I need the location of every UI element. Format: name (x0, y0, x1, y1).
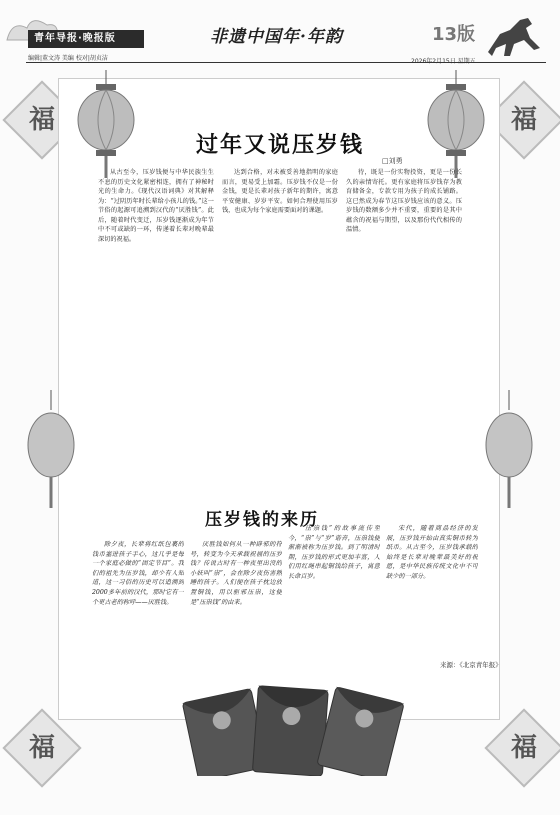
article-source: 来源：《北京青年报》 (440, 661, 502, 669)
fu-diamond-bottom-right: 福 (484, 708, 560, 787)
feature-title: 非遗中国年·年韵 (210, 27, 343, 47)
article1-column-2 (222, 168, 338, 488)
date-line (411, 56, 476, 65)
article2-col2-text: 厌胜钱如何从一种辟邪的符号，转变为今天承载祝福的压岁钱？传说古时有一种夜里出没的小妖叫“祟”，会在除夕夜伤害熟睡的孩子。人们便在孩子枕边放置铜钱，用以驱邪压祟，这便是“压祟钱”的由来。 (190, 541, 282, 606)
lantern-mid-left-icon (26, 390, 76, 510)
article2-col3-text: “压祟钱”的故事流传至今，“祟”与“岁”谐音，压祟钱便渐渐被称为压岁钱。到了明清时期，压岁钱的形式更加丰富，人们用红绳串起铜钱给孩子，寓意长命百岁。 (288, 525, 380, 580)
article2-title: 压岁钱的来历 (205, 510, 319, 530)
article2-column-3 (288, 524, 380, 674)
lantern-left-icon (76, 70, 136, 180)
article2-col1-text: 除夕夜，长辈将红纸包裹的钱币塞进孩子手心，这几乎是每一个家庭必做的“固定节目”。我们的祖先为压岁钱，却少有人知道，这一习俗的历史可以追溯到2000多年前的汉代，那时它有一个更古老的称呼——厌胜钱。 (92, 541, 184, 606)
article1-column-1 (98, 168, 214, 488)
article1-col2-text: 达到合格，对未被妥善地指明的家庭而言，更易受上加霜。压岁钱不仅是一份金钱，更是长辈对孩子新年的期许，寓意平安健康、岁岁平安。如何合理使用压岁钱，也成为每个家庭需要面对的课题。 (222, 169, 338, 214)
article-byline: □刘勇 (382, 157, 403, 165)
lantern-right-icon (426, 70, 486, 180)
article2-column-4 (386, 524, 478, 654)
masthead (0, 0, 560, 60)
fu-diamond-top-left: 福 (2, 80, 81, 159)
page-number: 13版 (432, 24, 476, 45)
article2-col4-text: 宋代，随着商品经济的发展，压岁钱开始由真实铜币转为纸币。从古至今，压岁钱承载的始终是长辈对晚辈最美好的祝愿，是中华民族传统文化中不可缺少的一部分。 (386, 525, 478, 580)
header-rule (26, 62, 546, 63)
red-envelopes-icon (160, 676, 420, 776)
article1-col1-text: 从古至今，压岁钱便与中华民族生生不息的历史文化紧密相连，拥有了神秘时光的生命力。《现代汉语词典》对其解释为：“过阴历年时长辈给小孩儿的钱。”这一节俗的起源可追溯到汉代的“厌胜钱”。此后，随着时代变迁，压岁钱逐渐成为年节中不可或缺的一环，传递着长辈对晚辈最深切的祝福。 (98, 169, 214, 243)
lantern-mid-right-icon (484, 390, 534, 510)
fu-diamond-bottom-left: 福 (2, 708, 81, 787)
article1-column-3 (346, 168, 462, 488)
horse-icon (480, 12, 550, 60)
article1-col3-text: 待，既是一份实物投资，更是一份长久的亲情寄托。更有家庭将压岁钱存为教育储备金，专款专用为孩子的成长铺路。这已然成为春节这压岁钱应该的意义。压岁钱的数额多少并不重要，重要的是其中蕴含的祝福与期望，以及那份代代相传的温情。 (346, 169, 462, 233)
article-title: 过年又说压岁钱 (195, 132, 364, 158)
fu-diamond-top-right: 福 (484, 80, 560, 159)
paper-name: 青年导报·晚报版 (28, 30, 144, 48)
staff-line: 编辑|董文涛 美编 校对|胡贞洁 (28, 55, 108, 62)
